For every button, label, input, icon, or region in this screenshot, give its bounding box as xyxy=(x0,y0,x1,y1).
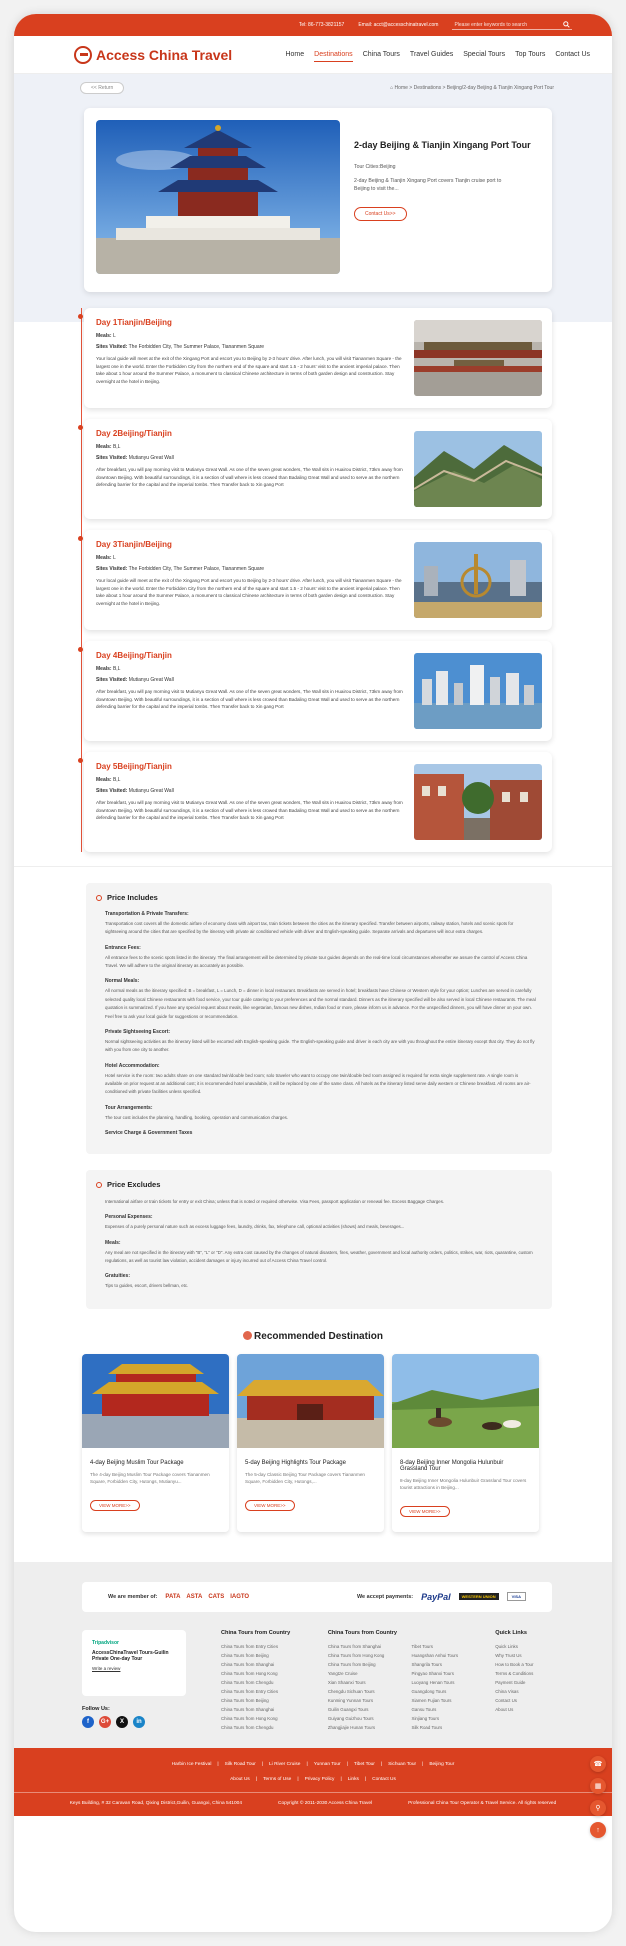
nav-item-contact-us[interactable]: Contact Us xyxy=(555,50,590,58)
footer-site-link[interactable]: Privacy Policy xyxy=(304,1777,335,1783)
tagline: Professional China Tour Operator & Travel Service. All rights reserved xyxy=(408,1801,557,1807)
day-meals xyxy=(96,444,404,450)
itinerary-day xyxy=(84,752,552,852)
price-item-heading: Gratuities: xyxy=(105,1273,131,1280)
recommended-desc: The 5-day Classic Beijing Tour Package covers Tiananmen Square, Forbidden City, Hutongs,... xyxy=(245,1471,365,1484)
floating-actions xyxy=(590,1756,606,1838)
recommended-card[interactable] xyxy=(82,1354,229,1532)
footer-red xyxy=(14,1748,612,1816)
visa-logo: VISA xyxy=(507,1592,526,1601)
day-body xyxy=(96,429,404,511)
search-input[interactable]: Please enter keywords to search xyxy=(454,21,527,28)
day-body xyxy=(96,318,404,400)
footer-site-link[interactable]: Terms of Use xyxy=(263,1777,292,1783)
footer-link[interactable]: China Visas xyxy=(495,1688,519,1694)
footer-topic-link[interactable]: Silk Road Tour xyxy=(224,1762,256,1768)
itinerary xyxy=(84,308,552,852)
email-link[interactable]: Email: acct@accesschinatravel.com xyxy=(358,22,439,28)
footer-link[interactable]: Pingyao Shanxi Tours xyxy=(411,1670,454,1676)
home-icon: ⌂ xyxy=(390,85,394,91)
day-sites xyxy=(96,788,404,794)
google-plus-icon[interactable]: G+ xyxy=(99,1716,111,1728)
nav-item-special-tours[interactable]: Special Tours xyxy=(463,50,506,58)
member-logo-cats: CATS xyxy=(208,1593,225,1600)
price-item-heading: Tour Arrangements: xyxy=(105,1104,153,1111)
phone-icon[interactable]: ☎ xyxy=(590,1756,606,1772)
day-photo-forbidden-city xyxy=(414,320,542,396)
paypal-logo: PayPal xyxy=(421,1591,451,1602)
follow-label: Follow Us: xyxy=(82,1705,110,1712)
footer-col-1-title: China Tours from Country xyxy=(221,1629,291,1636)
footer-link[interactable]: Guilin Guangxi Tours xyxy=(327,1707,369,1713)
footer-link[interactable]: China Tours from Hong Kong xyxy=(327,1652,385,1658)
price-item-text: Expenses of a purely personal nature such as excess luggage fees, laundry, drinks, fax, telephone call, optional activities (shows) and meals, beverages... xyxy=(105,1224,405,1230)
phone-text: Tel: 86-773-3821157 xyxy=(298,22,345,28)
recommended-desc: 8-day Beijing Inner Mongolia Hulunbuir Grassland Tour covers tourist attractions in Beijing... xyxy=(400,1477,527,1490)
price-item-heading: Hotel Accommodation: xyxy=(105,1062,160,1069)
price-item xyxy=(105,1273,536,1290)
price-item-heading: Meals: xyxy=(105,1239,121,1246)
recommended-desc: The 4-day Beijing Muslim Tour Package covers Tiananmen Square, Forbidden City, Hutongs, Mutianyu... xyxy=(90,1471,210,1484)
member-logo-asta: ASTA xyxy=(186,1593,203,1600)
price-item xyxy=(105,911,536,937)
day-photo-skyline xyxy=(414,653,542,729)
footer-link[interactable]: Luoyang Henan Tours xyxy=(411,1679,455,1685)
recommended-grid xyxy=(82,1354,556,1532)
footer-link[interactable]: Huangshan Anhui Tours xyxy=(411,1652,459,1658)
footer-columns xyxy=(82,1630,552,1732)
sites-value: The Forbidden City, The Summer Palace, Tiananmen Square xyxy=(128,566,265,572)
recommended-card[interactable] xyxy=(237,1354,384,1532)
price-item-heading: Normal Meals: xyxy=(105,978,140,985)
footer-link[interactable]: Why Trust Us xyxy=(495,1652,522,1658)
price-item-heading: Service Charge & Government Taxes xyxy=(105,1130,193,1137)
meals-value: L xyxy=(112,555,116,561)
footer-col-1 xyxy=(221,1630,312,1732)
site-header xyxy=(14,36,612,74)
search-icon[interactable] xyxy=(563,21,570,28)
day-meals xyxy=(96,777,404,783)
itinerary-day xyxy=(84,641,552,741)
price-item-text: Transportation cost covers all the domestic airfare of economy class with airport tax, train tickets between the cities as the itinerary specified. Transfer between airports, railway station, hotels and scenic spots for sightseeing around the cities that are specified by the itinerary with private air conditioned vehicle with driver and English-speaking guide. Separate arrivals and departures will incur extra charges. xyxy=(105,921,514,935)
price-excludes xyxy=(86,1170,552,1309)
footer-link[interactable]: Kunming Yunnan Tours xyxy=(327,1698,374,1704)
footer-link[interactable]: China Tours from Beijing xyxy=(327,1661,376,1667)
logo-icon xyxy=(74,46,92,64)
price-item xyxy=(105,1130,536,1136)
footer-topic-link[interactable]: Harbin Ice Festival xyxy=(171,1762,212,1768)
footer-link[interactable]: Xinjiang Tours xyxy=(411,1716,440,1722)
nav-item-top-tours[interactable]: Top Tours xyxy=(515,50,546,58)
footer-link[interactable]: Yangtze Cruise xyxy=(327,1670,358,1676)
day-title: Day 5Beijing/Tianjin xyxy=(96,762,172,771)
tripadvisor-logo: Tripadvisor xyxy=(92,1639,119,1646)
itinerary-day xyxy=(84,419,552,519)
tripadvisor-name[interactable]: AccessChinaTravel Tours-Guilin Private One-day Tour xyxy=(92,1649,169,1662)
price-item-heading: Private Sightseeing Escort: xyxy=(105,1028,171,1035)
footer-link[interactable]: Silk Road Tours xyxy=(411,1725,443,1731)
price-item xyxy=(105,1240,536,1266)
footer-topic-link[interactable]: Sichuan Tour xyxy=(388,1762,417,1768)
timeline-line xyxy=(81,308,82,852)
price-item-text: Hotel service is the room: two adults share on one standard twin/double bed room; solo traveler who want to occupy one twin/double bed room assigned is required for extra single supplement rate. A single room is available on prior request at an additional cost; it is recommended hotel unavailable, it will be replaced by one of the same class. All hotels as the itinerary listed serve daily western or Chinese breakfast. All rooms are air-conditioned with private facilities unless specified. xyxy=(105,1072,531,1095)
meals-value: B,L xyxy=(112,777,121,783)
price-item-text: Tips to guides, escort, drivers bellman, etc. xyxy=(105,1283,189,1289)
nav-item-travel-guides[interactable]: Travel Guides xyxy=(409,50,454,58)
footer-link[interactable]: Guangdong Tours xyxy=(411,1688,447,1694)
footer-link[interactable]: China Tours from Shanghai xyxy=(327,1643,381,1649)
payments xyxy=(357,1592,526,1602)
return-button[interactable]: << Return xyxy=(80,82,124,94)
meals-value: B,L xyxy=(112,444,121,450)
day-meals xyxy=(96,555,404,561)
member-logo-iagto: IAGTO xyxy=(230,1593,250,1600)
bullet-ring-icon xyxy=(96,1182,102,1188)
sites-value: The Forbidden City, The Summer Palace, Tiananmen Square xyxy=(128,344,265,350)
meals-value: B,L xyxy=(112,666,121,672)
copyright-bar xyxy=(14,1792,612,1806)
day-description: Your local guide will meet at the exit of the Xingang Port and escort you to Beijing by 2-3 hours' drive. After lunch, you will visit Tiananmen Square - the largest one in the world. Enter the Forbidden City from the northern end of the square and start 1.5 - 2 hours' visit to the ancient imperial palace. Then take about 1 hour around the Summer Palace, a monument to classical Chinese architecture in terms of both garden design and construction. Stay overnight at the hotel in Beijing. xyxy=(96,578,402,606)
footer-link[interactable]: Gansu Tours xyxy=(411,1707,437,1713)
sites-label: Sites Visited: xyxy=(96,677,128,683)
brand-name: Access China Travel xyxy=(96,46,233,63)
meals-label: Meals: xyxy=(96,333,112,339)
nav-item-home[interactable]: Home xyxy=(285,50,305,58)
footer-link[interactable]: Guiyang Guizhou Tours xyxy=(327,1716,374,1722)
recommended-card[interactable] xyxy=(392,1354,539,1532)
meals-label: Meals: xyxy=(96,555,112,561)
tour-hero xyxy=(84,108,552,292)
footer-link[interactable]: Zhangjiajie Hunan Tours xyxy=(327,1725,376,1731)
day-body xyxy=(96,651,404,733)
price-item-heading: Entrance Fees: xyxy=(105,944,141,951)
footer-topic-link[interactable]: Tibet Tour xyxy=(353,1762,375,1768)
price-item-text: All entrance fees to the scenic spots listed in the itinerary. The final arrangement will be determined by private tour guides depends on the real-time local circumstances whereafter we assure the control of Access China Travel. We will adhere to the original itinerary as accurately as possible. xyxy=(105,954,528,969)
footer-link[interactable]: Tibet Tours xyxy=(411,1643,433,1649)
price-includes-header xyxy=(96,893,536,902)
contact-us-button[interactable]: Contact Us>> xyxy=(354,207,407,221)
sites-value: Mutianyu Great Wall xyxy=(128,788,174,794)
breadcrumb-path[interactable]: Home > Destinations > Beijing/2-day Beijing & Tianjin Xingang Port Tour xyxy=(394,85,554,91)
price-item xyxy=(105,1029,536,1055)
day-sites xyxy=(96,566,404,572)
day-sites xyxy=(96,344,404,350)
footer-link[interactable]: China Tours from Shanghai xyxy=(221,1661,275,1667)
document-icon[interactable]: ▦ xyxy=(590,1778,606,1794)
recommended-photo-grassland[interactable] xyxy=(392,1354,539,1448)
footer-link[interactable]: Shangrila Tours xyxy=(411,1661,442,1667)
day-sites xyxy=(96,455,404,461)
price-item xyxy=(105,1063,536,1097)
member-logo-pata: PATA xyxy=(165,1593,181,1600)
footer-link[interactable]: China Tours from Beijing xyxy=(221,1652,269,1658)
day-description: Your local guide will meet at the exit of the Xingang Port and escort you to Beijing by 2-3 hours' drive. After lunch, you will visit Tiananmen Square - the largest one in the world. Enter the Forbidden City from the northern end of the square and start 1.5 - 2 hours' visit to the ancient imperial palace. Then take about 1 hour around the Summer Palace, a monument to classical Chinese architecture in terms of both garden design and construction. Stay overnight at the hotel in Beijing. xyxy=(96,356,402,384)
footer-link[interactable]: Terms & Conditions xyxy=(495,1670,534,1676)
meals-value: L xyxy=(112,333,116,339)
recommended-title: Recommended Destination xyxy=(14,1331,612,1342)
linkedin-icon[interactable]: in xyxy=(133,1716,145,1728)
footer-link[interactable]: China Tours from Chengdu xyxy=(221,1725,274,1731)
tour-cities: Tour Cities:Beijing xyxy=(354,164,396,170)
day-title: Day 2Beijing/Tianjin xyxy=(96,429,172,438)
bullet-ring-icon xyxy=(96,895,102,901)
nav-item-china-tours[interactable]: China Tours xyxy=(362,50,400,58)
footer-link[interactable]: China Tours from Entry Cities xyxy=(221,1688,279,1694)
sites-label: Sites Visited: xyxy=(96,788,128,794)
footer-topic-link[interactable]: Li River Cruise xyxy=(269,1762,301,1768)
meals-label: Meals: xyxy=(96,666,112,672)
recommended-title[interactable]: 5-day Beijing Highlights Tour Package xyxy=(245,1459,346,1466)
day-description: After breakfast, you will pay morning visit to Mutianyu Great Wall. As one of the seven great wonders, The Wall sits in Huairou District, 73km away from downtown Beijing. With beautiful surroundings, it is a section of wall where is less crowed than Badaling Great Wall and used to serve as the northern defending barrier for the capital and the imperial tombs. Then Transfer back to Xin gang Port xyxy=(96,689,403,710)
top-bar xyxy=(14,14,612,36)
footer-grey xyxy=(14,1562,612,1748)
tour-summary: 2-day Beijing & Tianjin Xingang Port covers Tianjin cruise port to Beijing to visit the... xyxy=(354,177,502,192)
price-item-text: The tour cost includes the planning, handling, booking, operation and communication charges. xyxy=(105,1114,289,1120)
itinerary-day xyxy=(84,530,552,630)
footer-link[interactable]: China Tours from Entry Cities xyxy=(221,1643,279,1649)
main-nav xyxy=(285,48,590,62)
footer-link[interactable]: China Tours from Hong Kong xyxy=(221,1670,278,1676)
tripadvisor-widget xyxy=(82,1630,186,1696)
footer-site-link[interactable]: Links xyxy=(347,1777,359,1783)
price-item-text: Any meal are not specified in the itinerary with "B", "L" or "D". Any extra cost caused by the changes of natural disasters, fires, weather, government and local authority orders, politics, strikes, war, riots, quarantine, custom regulations, as well as tourist law violation, accident damages or injury incurred out of Access China Travel control. xyxy=(105,1249,533,1264)
day-body xyxy=(96,762,404,844)
footer-link[interactable]: Chengdu Sichuan Tours xyxy=(327,1688,375,1694)
view-more-button[interactable]: VIEW MORE>> xyxy=(90,1500,140,1511)
page-frame xyxy=(14,14,612,1932)
day-description: After breakfast, you will pay morning visit to Mutianyu Great Wall. As one of the seven great wonders, The Wall sits in Huairou District, 73km away from downtown Beijing. With beautiful surroundings, it is a section of wall where is less crowed than Badaling Great Wall and used to serve as the northern defending barrier for the capital and the imperial tombs. Then Transfer back to Xin gang Port xyxy=(96,467,403,488)
price-item-heading: Personal Expenses: xyxy=(105,1214,153,1221)
itinerary-day xyxy=(84,308,552,408)
price-item-heading: Transportation & Private Transfers: xyxy=(105,911,189,917)
footer-site-links: About Us | Terms of Use | Privacy Policy | Links | Contact Us xyxy=(230,1777,396,1783)
sites-label: Sites Visited: xyxy=(96,566,128,572)
footer-topic-link[interactable]: Yunnan Tour xyxy=(313,1762,341,1768)
price-item xyxy=(105,978,536,1020)
day-title: Day 4Beijing/Tianjin xyxy=(96,651,172,660)
day-sites xyxy=(96,677,404,683)
day-photo-tianjin-city xyxy=(414,542,542,618)
footer-link[interactable]: Payment Guide xyxy=(495,1679,526,1685)
footer-col-2 xyxy=(328,1630,479,1732)
meals-label: Meals: xyxy=(96,444,112,450)
top-search[interactable] xyxy=(452,20,572,30)
footer-link[interactable]: Xiamen Fujian Tours xyxy=(411,1698,452,1704)
temple-of-heaven-photo xyxy=(96,120,340,274)
breadcrumb xyxy=(390,85,554,91)
price-item xyxy=(105,1214,536,1231)
day-photo-european-street xyxy=(414,764,542,840)
recommended-photo-palace-gate[interactable] xyxy=(237,1354,384,1448)
footer-link[interactable]: How to Book a Tour xyxy=(495,1661,534,1667)
x-icon[interactable]: X xyxy=(116,1716,128,1728)
recommended-title[interactable]: 4-day Beijing Muslim Tour Package xyxy=(90,1459,184,1466)
member-logos xyxy=(165,1594,249,1600)
day-meals xyxy=(96,666,404,672)
footer-link[interactable]: Contact Us xyxy=(495,1698,517,1704)
top-icon[interactable]: ↑ xyxy=(590,1822,606,1838)
day-photo-great-wall xyxy=(414,431,542,507)
facebook-icon[interactable]: f xyxy=(82,1716,94,1728)
day-title: Day 3Tianjin/Beijing xyxy=(96,540,172,549)
footer-link[interactable]: China Tours from Beijing xyxy=(221,1698,269,1704)
social-icons xyxy=(82,1716,205,1728)
footer-link[interactable]: China Tours from Shanghai xyxy=(221,1707,275,1713)
price-excludes-header xyxy=(96,1180,536,1189)
payment-label: We accept payments: xyxy=(356,1593,414,1600)
view-more-button[interactable]: VIEW MORE>> xyxy=(400,1506,450,1517)
sites-value: Mutianyu Great Wall xyxy=(128,677,174,683)
tour-title: 2-day Beijing & Tianjin Xingang Port Tour xyxy=(354,140,531,150)
sites-label: Sites Visited: xyxy=(96,455,128,461)
day-description: After breakfast, you will pay morning visit to Mutianyu Great Wall. As one of the seven great wonders, The Wall sits in Huairou District, 73km away from downtown Beijing. With beautiful surroundings, it is a section of wall where is less crowed than Badaling Great Wall and used to serve as the northern defending barrier for the capital and the imperial tombs. Then Transfer back to Xin gang Port xyxy=(96,800,403,821)
recommended-title[interactable]: 8-day Beijing Inner Mongolia Hulunbuir Grassland Tour xyxy=(400,1459,504,1472)
copyright: Copyright © 2011-2030 Access China Travel xyxy=(277,1801,373,1807)
footer-link[interactable]: Quick Links xyxy=(495,1643,518,1649)
write-review-link[interactable]: Write a review xyxy=(92,1665,121,1671)
footer-site-link[interactable]: Contact Us xyxy=(372,1777,396,1783)
western-union-logo: WESTERN UNION xyxy=(459,1593,499,1600)
sites-value: Mutianyu Great Wall xyxy=(128,455,174,461)
price-item-text: International airfare or train tickets for entry or exit China; unless that is noted or required otherwise. Visa Fees, passport application or renewal fee. Excess Baggage Charges. xyxy=(105,1199,445,1205)
day-meals xyxy=(96,333,404,339)
price-includes-title: Price Includes xyxy=(107,893,158,902)
price-item xyxy=(105,945,536,971)
footer-topic-links: Harbin Ice Festival | Silk Road Tour | Li River Cruise | Yunnan Tour | Tibet Tour | Sichuan Tour | Beijing Tour xyxy=(171,1762,455,1768)
price-includes xyxy=(86,883,552,1154)
recommended-photo-tiananmen[interactable] xyxy=(82,1354,229,1448)
footer-link[interactable]: China Tours from Hong Kong xyxy=(221,1716,278,1722)
footer-col-2-title: China Tours from Country xyxy=(327,1629,398,1636)
footer-col-3-title: Quick Links xyxy=(495,1629,527,1636)
site-logo[interactable] xyxy=(74,46,232,64)
breadcrumb-bar xyxy=(14,82,612,94)
price-excludes-title: Price Excludes xyxy=(107,1180,161,1190)
members-bar xyxy=(82,1582,552,1612)
footer-col-3 xyxy=(495,1630,552,1732)
sites-label: Sites Visited: xyxy=(96,344,128,350)
content-band xyxy=(14,74,612,322)
price-item-text: Normal sightseeing activities as the itinerary listed will be escorted with English-speaking guide. The English-speaking guide and driver in each city are with you throughout the entire itinerary except that city. They do not fly with you from one city to another. xyxy=(105,1038,535,1053)
member-label: We are member of: xyxy=(108,1593,158,1600)
address: Keys Building, # 32 Caravan Road, Qixing District,Guilin, Guangxi, China 541004 xyxy=(69,1801,242,1807)
view-more-button[interactable]: VIEW MORE>> xyxy=(245,1500,295,1511)
search-icon[interactable]: ⚲ xyxy=(590,1800,606,1816)
footer-link[interactable]: About Us xyxy=(495,1707,514,1713)
nav-item-destinations[interactable]: Destinations xyxy=(314,48,353,62)
day-body xyxy=(96,540,404,622)
footer-site-link[interactable]: About Us xyxy=(230,1777,250,1783)
meals-label: Meals: xyxy=(96,777,112,783)
day-title: Day 1Tianjin/Beijing xyxy=(96,318,172,327)
footer-topic-link[interactable]: Beijing Tour xyxy=(429,1762,455,1768)
price-item xyxy=(105,1105,536,1122)
footer-link[interactable]: Xian Shaanxi Tours xyxy=(327,1679,366,1685)
price-item xyxy=(105,1198,536,1206)
price-item-text: All normal meals as the itinerary specified: B = breakfast, L = Lunch, D = dinner in local restaurant. Breakfasts are served in hotel; breakfasts have Chinese or Western style for your option; Lunches are served in carefully selected quality local Chinese restaurants with food service, your tour guide catering to your preferences and the normal standard. Dinners as the itinerary specified will be also served in local Chinese restaurants. The meal quotation is summarized. If you have any special request about meals, like vegetarian, famous new dishes, Indian food or more, please inform us in advance. For the unspecified dinners, you will have dinner on your own. Feel free to ask your local guide for suggestions or recommendation. xyxy=(105,988,536,1019)
tour-info xyxy=(354,120,531,280)
footer-link[interactable]: China Tours from Chengdu xyxy=(221,1679,274,1685)
